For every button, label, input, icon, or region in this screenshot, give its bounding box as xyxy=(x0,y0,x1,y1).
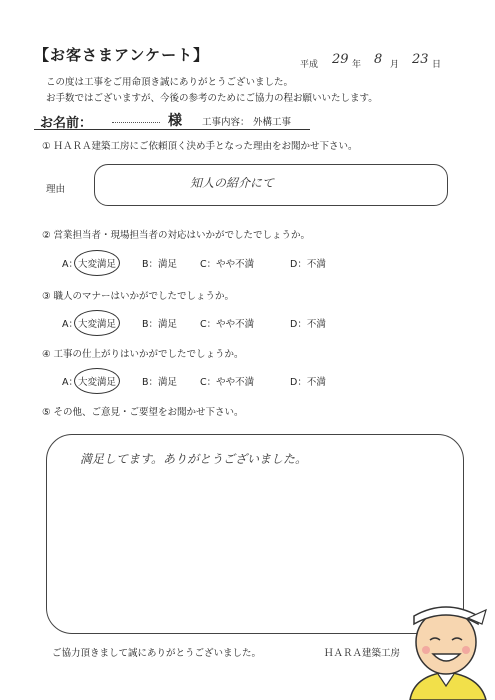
question-5: ⑤ その他、ご意見・ご要望をお聞かせ下さい。 xyxy=(42,407,244,418)
month-label: 月 xyxy=(390,60,400,70)
question-3: ③ 職人のマナーはいかがでしたでしょうか。 xyxy=(42,291,235,302)
name-blank xyxy=(112,122,160,123)
comment-answer: 満足してます。ありがとうございました。 xyxy=(80,452,308,466)
option-b: B：満足 xyxy=(142,377,178,388)
work-label: 工事内容： xyxy=(202,117,250,128)
option-d: D：不満 xyxy=(290,377,326,388)
question-4: ④ 工事の仕上がりはいかがでしたでしょうか。 xyxy=(42,349,244,360)
name-label: お名前： xyxy=(40,116,93,131)
question-2: ② 営業担当者・現場担当者の対応はいかがでしたでしょうか。 xyxy=(42,230,311,241)
option-c: C：やや不満 xyxy=(200,319,255,330)
day-value: 23 xyxy=(412,52,429,67)
work-value: 外構工事 xyxy=(253,117,292,128)
survey-title: 【お客さまアンケート】 xyxy=(34,46,210,64)
era-label: 平成 xyxy=(300,60,319,70)
option-d: D：不満 xyxy=(290,259,326,270)
option-b: B：満足 xyxy=(142,259,178,270)
name-underline xyxy=(34,129,310,130)
option-a: A：大変満足 xyxy=(62,319,116,330)
reason-answer: 知人の紹介にて xyxy=(190,176,275,190)
option-a: A：大変満足 xyxy=(62,259,116,270)
footer-thanks: ご協力頂きまして誠にありがとうございました。 xyxy=(52,648,262,659)
option-d: D：不満 xyxy=(290,319,326,330)
option-b: B：満足 xyxy=(142,319,178,330)
year-label: 年 xyxy=(352,60,362,70)
intro-line-1: この度は工事をご用命頂き誠にありがとうございました。 xyxy=(46,77,294,88)
day-label: 日 xyxy=(432,60,442,70)
honorific: 様 xyxy=(168,113,182,129)
intro-line-2: お手数ではございますが、今後の参考のためにご協力の程お願いいたします。 xyxy=(46,93,378,104)
question-1: ① ＨＡＲＡ建築工房にご依頼頂く決め手となった理由をお聞かせ下さい。 xyxy=(42,141,358,152)
footer-company: ＨＡＲＡ建築工房 xyxy=(324,648,401,659)
option-c: C：やや不満 xyxy=(200,259,255,270)
month-value: 8 xyxy=(374,52,383,67)
mascot-illustration xyxy=(400,590,495,700)
reason-label: 理由 xyxy=(46,184,66,195)
year-value: 29 xyxy=(332,52,349,67)
option-a: A：大変満足 xyxy=(62,377,116,388)
option-c: C：やや不満 xyxy=(200,377,255,388)
